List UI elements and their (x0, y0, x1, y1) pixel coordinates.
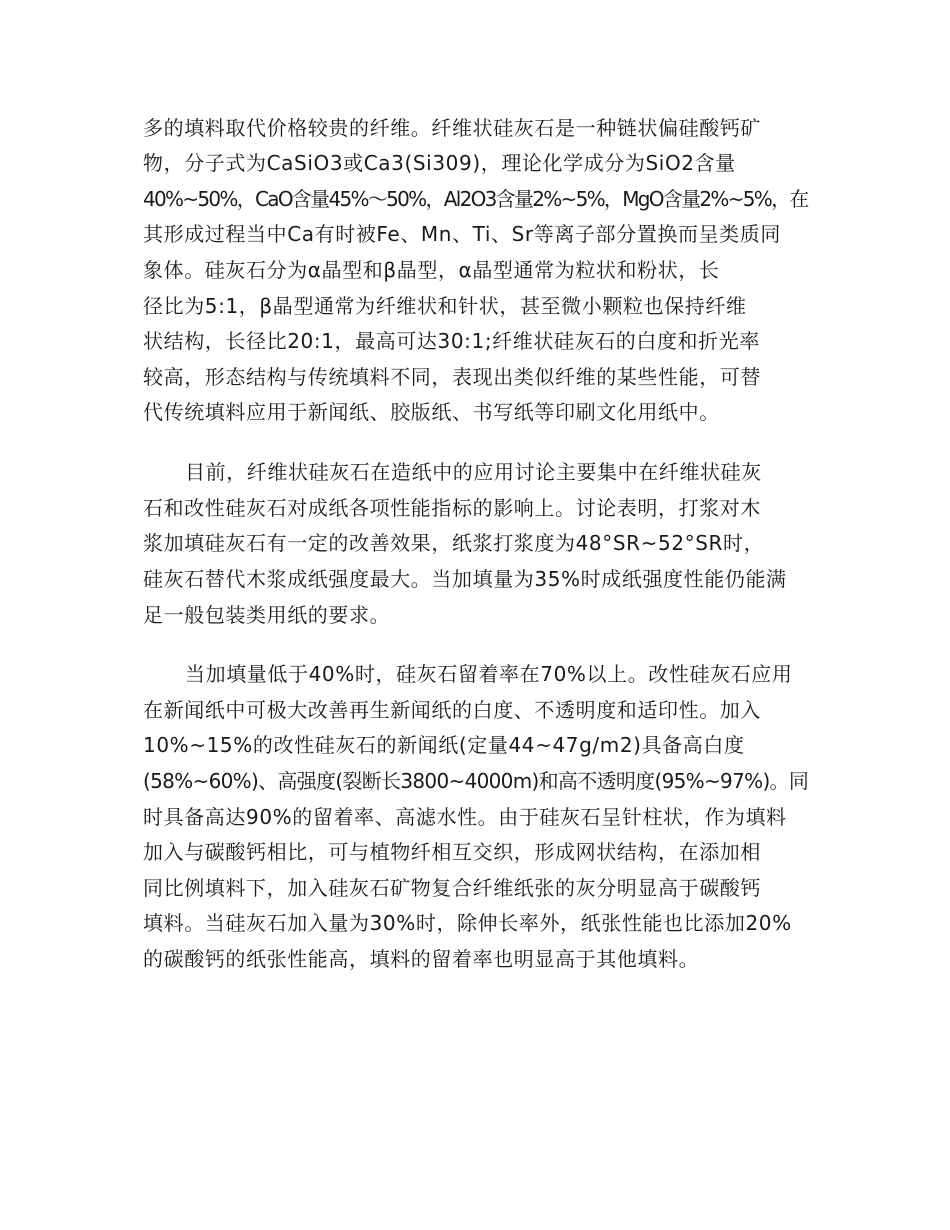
text-line: 40%~50%，CaO含量45%～50%，Al2O3含量2%~5%，MgO含量2%~5%，在 (143, 187, 808, 211)
text-line: 较高，形态结构与传统填料不同，表现出类似纤维的某些性能，可替 (143, 365, 761, 389)
text-line: 硅灰石替代木浆成纸强度最大。当加填量为35%时成纸强度性能仍能满 (143, 567, 787, 591)
text-line: 同比例填料下，加入硅灰石矿物复合纤维纸张的灰分明显高于碳酸钙 (143, 876, 761, 900)
text-line: 多的填料取代价格较贵的纤维。纤维状硅灰石是一种链状偏硅酸钙矿 (143, 116, 761, 140)
text-line: 时具备高达90%的留着率、高滤水性。由于硅灰石呈针柱状，作为填料 (143, 805, 787, 829)
text-line: 在新闻纸中可极大改善再生新闻纸的白度、不透明度和适印性。加入 (143, 698, 761, 722)
text-line: 状结构，长径比20:1，最高可达30:1;纤维状硅灰石的白度和折光率 (143, 329, 760, 353)
text-line: 填料。当硅灰石加入量为30%时，除伸长率外，纸张性能也比添加20% (143, 911, 792, 935)
text-line: 加入与碳酸钙相比，可与植物纤相互交织，形成网状结构，在添加相 (143, 840, 761, 864)
text-line: 目前，纤维状硅灰石在造纸中的应用讨论主要集中在纤维状硅灰 (185, 460, 762, 484)
text-line: 浆加填硅灰石有一定的改善效果，纸浆打浆度为48°SR~52°SR时， (143, 531, 765, 555)
text-line: 的碳酸钙的纸张性能高，填料的留着率也明显高于其他填料。 (143, 947, 700, 971)
text-line: 代传统填料应用于新闻纸、胶版纸、书写纸等印刷文化用纸中。 (143, 400, 720, 424)
text-line: 物，分子式为CaSiO3或Ca3(Si309)，理论化学成分为SiO2含量 (143, 151, 736, 175)
text-line: 径比为5:1，β晶型通常为纤维状和针状，甚至微小颗粒也保持纤维 (143, 294, 747, 318)
text-line: 10%~15%的改性硅灰石的新闻纸(定量44~47g/m2)具备高白度 (143, 733, 745, 757)
text-line: 其形成过程当中Ca有时被Fe、Mn、Ti、Sr等离子部分置换而呈类质同 (143, 222, 781, 246)
text-line: (58%~60%)、高强度(裂断长3800~4000m)和高不透明度(95%~97%)。同 (143, 769, 809, 793)
text-line: 石和改性硅灰石对成纸各项性能指标的影响上。讨论表明，打浆对木 (143, 496, 761, 520)
text-line: 当加填量低于40%时，硅灰石留着率在70%以上。改性硅灰石应用 (185, 662, 793, 686)
text-line: 象体。硅灰石分为α晶型和β晶型，α晶型通常为粒状和粉状，长 (143, 258, 720, 282)
text-line: 足一般包装类用纸的要求。 (143, 603, 391, 627)
